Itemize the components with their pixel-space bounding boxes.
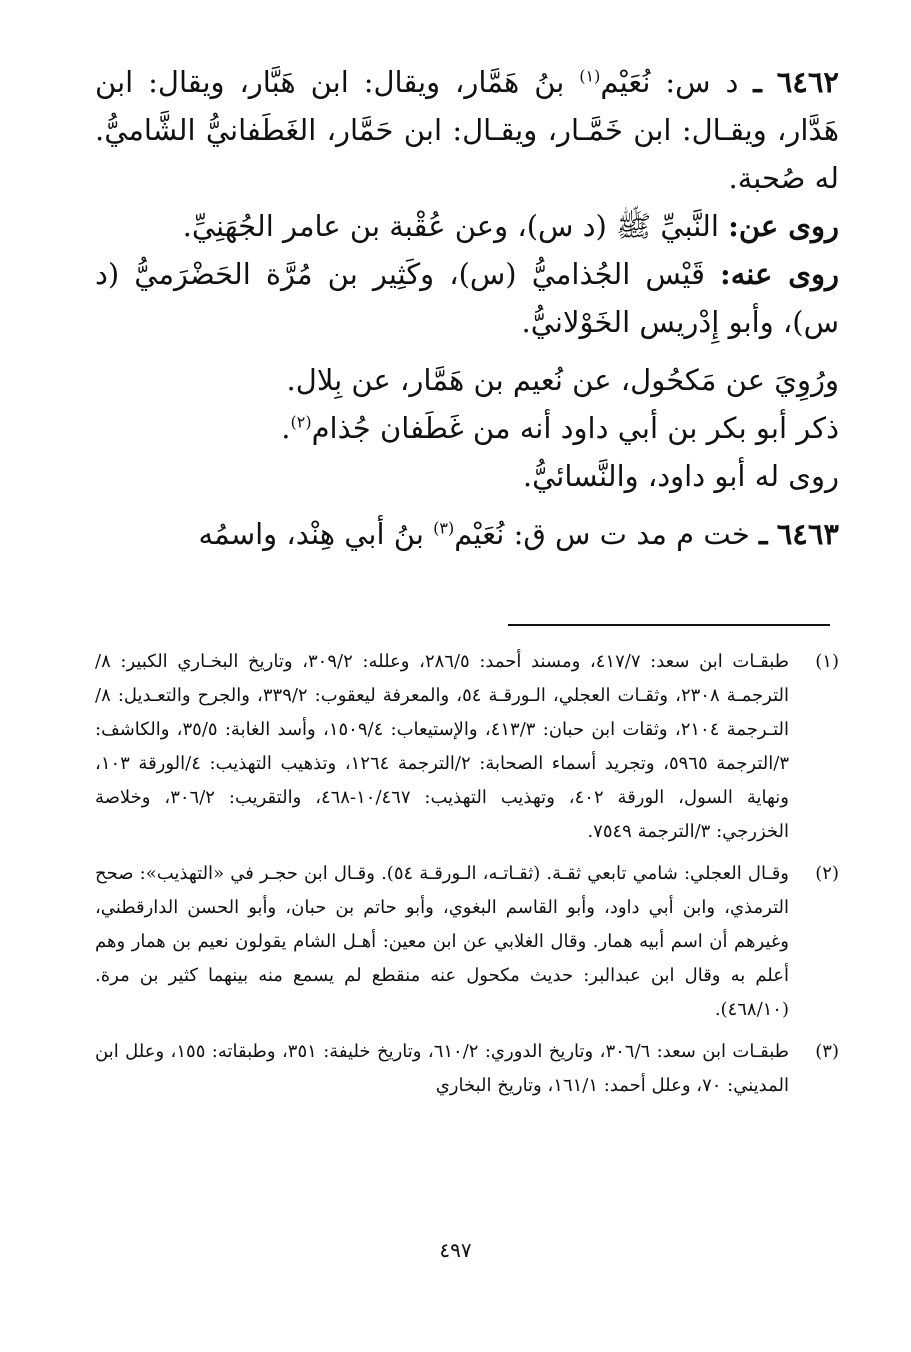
page-number: ٤٩٧ [439,1238,472,1262]
spacer [95,346,839,356]
note-line-b [95,404,839,452]
footnotes [95,645,839,1111]
rawa-anhu-label: روى عنه: [720,257,839,291]
footnote-number: (٢) [815,863,839,884]
note-line-b-end: . [281,411,291,445]
footnote-number: (٣) [815,1041,839,1062]
entry-dash: ـ [753,65,762,99]
footnote-ref[interactable]: (٢) [290,412,312,432]
spacer [95,500,839,510]
narrator-name: نُعَيْم [600,65,651,99]
footnote-1 [95,645,839,849]
entry-6462 [95,58,839,202]
rawa-an-label: روى عن: [728,209,839,243]
rawa-anhu-line [95,250,839,346]
entry-number: ٦٤٦٢ [776,65,839,99]
entry-number: ٦٤٦٣ [776,517,839,551]
rawa-an-line [95,202,839,250]
footnote-number: (١) [815,651,839,672]
entry-6463 [95,510,839,558]
note-line-c: روى له أبو داود، والنَّسائيُّ. [522,459,839,493]
main-text [95,58,839,558]
rawa-an-text: النَّبيِّ ﷺ (د س)، وعن عُقْبة بن عامر الجُهَنِيِّ. [182,209,719,243]
footnote-separator [508,624,830,626]
narrator-name: نُعَيْم [454,517,505,551]
footnote-text: طبقـات ابن سعد: ٣٠٦/٦، وتاريخ الدوري: ٦١٠/٢، وتاريخ خليفة: ٣٥١، وطبقاته: ١٥٥، وعلل ابن المديني: ٧٠، وعلل أحمد: ١٦١/١، وتاريخ البخاري [95,1041,789,1096]
footnote-2 [95,857,839,1027]
footnote-text: طبقـات ابن سعد: ٤١٧/٧، ومسند أحمد: ٢٨٦/٥، وعلله: ٣٠٩/٢، وتاريخ البخـاري الكبير: ٨/الترجمـة ٢٣٠٨، وثقـات العجلي، الـورقـة ٥٤، والمعرفة ليعقوب: ٣٣٩/٢، والجرح والتعـديل: ٨/التـرجمة ٢١٠٤، وثقات ابن حبان: ٤١٣/٣، والإستيعاب: ١٥٠٩/٤، وأسد الغابة: ٣٥/٥، والكاشف: ٣/الترجمة ٥٩٦٥، وتجريد أسماء الصحابة: ٢/الترجمة ١٢٦٤، وتذهيب التهذيب: ٤/الورقة ١٠٣، ونهاية السول، الورقة ٤٠٢، وتهذيب التهذيب: ١٠/٤٦٧-٤٦٨، والتقريب: ٣٠٦/٢، وخلاصة الخزرجي: ٣/الترجمة ٧٥٤٩. [95,651,789,842]
entry-text: بنُ أبي هِنْد، واسمُه [198,517,424,551]
rawa-anhu-text: قَيْس الجُذاميُّ (س)، وكَثِير بن مُرَّة الحَضْرَميُّ (د س)، وأبو إِدْريس الخَوْلانيُّ. [95,257,839,339]
footnote-ref[interactable]: (٣) [433,518,455,538]
footnote-3 [95,1035,839,1103]
footnote-ref[interactable]: (١) [579,66,601,86]
entry-symbols: خت م مد ت س ق: [513,517,750,551]
entry-text: بنُ هَمَّار، ويقال: ابن هَبَّار، ويقال: ابن هَدَّار، ويقـال: ابن خَمَّـار، ويقـال: ابن حَمَّار، الغَطَفانيُّ الشَّاميُّ. له صُحبة. [95,65,839,195]
entry-symbols: د س: [665,65,739,99]
footnote-text: وقـال العجلي: شامي تابعي ثقـة. (ثقـاتـه، الـورقـة ٥٤). وقـال ابن حجـر في «التهذيب»: صحح الترمذي، وابن أبي داود، وأبو القاسم البغوي، وأبو حاتم بن حبان، وأبو الحسن الدارقطني، وغيرهم أن اسم أبيه همار. وقال الغلابي عن ابن معين: أهـل الشام يقولون نعيم بن همار وهم أعلم به وقال ابن عبدالبر: حديث مكحول عنه منقطع لم يسمع منه بينهما كثير بن مرة. (٤٦٨/١٠). [95,863,790,1020]
entry-dash: ـ [758,517,768,551]
note-line-a: ورُوِيَ عن مَكحُول، عن نُعيم بن هَمَّار، عن بِلال. [286,363,839,397]
note-line-b-text: ذكر أبو بكر بن أبي داود أنه من غَطَفان جُذام [311,411,839,445]
